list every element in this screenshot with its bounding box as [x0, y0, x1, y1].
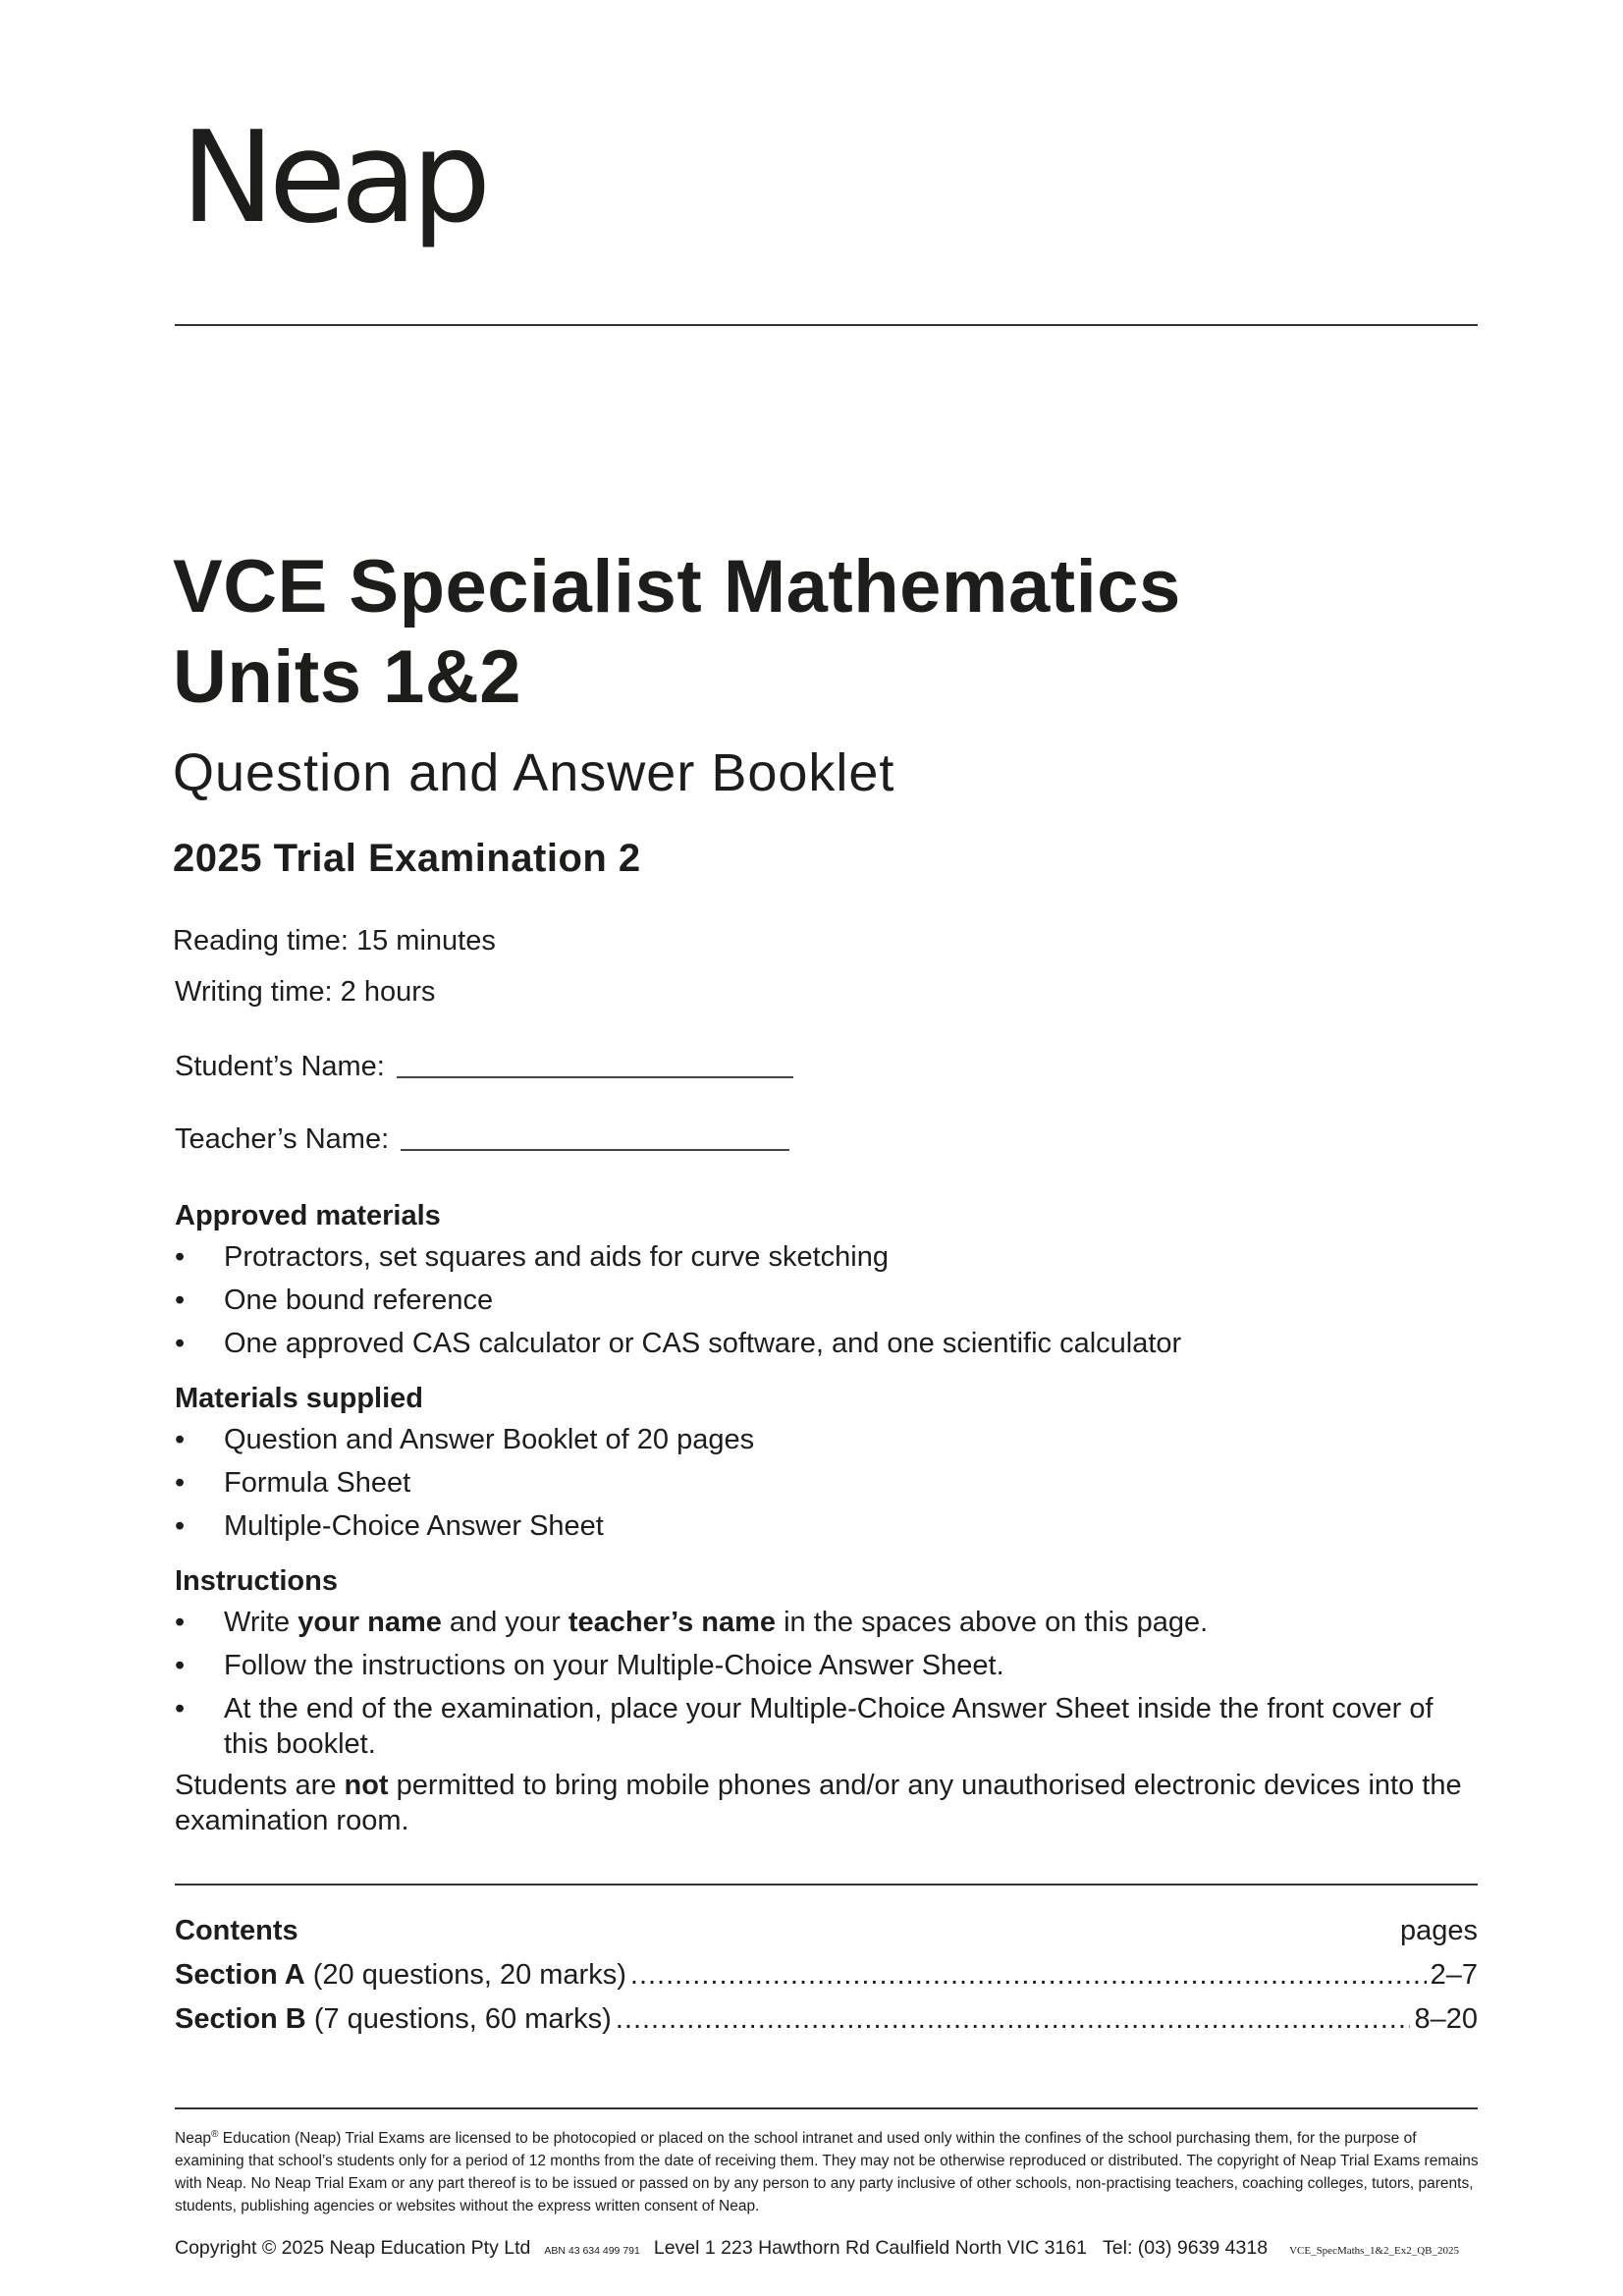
- list-item: • Follow the instructions on your Multiple-Choice Answer Sheet.: [175, 1648, 1481, 1683]
- contents-table: [175, 1913, 1478, 2046]
- text: and your: [441, 1607, 568, 1638]
- document-code: VCE_SpecMaths_1&2_Ex2_QB_2025: [1289, 2245, 1460, 2257]
- text: Write: [224, 1607, 298, 1638]
- registered-mark: ®: [211, 2129, 219, 2140]
- student-name-input[interactable]: [397, 1076, 793, 1078]
- footer-divider: [175, 2107, 1478, 2109]
- instructions-section: [175, 1563, 1481, 1838]
- list-item: [175, 1605, 1481, 1640]
- devices-note: [175, 1768, 1481, 1838]
- exam-name: 2025 Trial Examination 2: [173, 837, 641, 880]
- brand: Neap: [175, 2130, 212, 2148]
- contents-row: [175, 1957, 1478, 1993]
- page-title: [173, 542, 1181, 723]
- pages-label: pages: [1399, 1915, 1478, 1946]
- list-item: • One approved CAS calculator or CAS software, and one scientific calculator: [175, 1326, 1481, 1361]
- contents-heading: Contents: [175, 1915, 298, 1946]
- instructions-list: [175, 1605, 1481, 1762]
- list-item: • Protractors, set squares and aids for curve sketching: [175, 1239, 1481, 1275]
- student-name-label: Student’s Name:: [175, 1051, 385, 1082]
- text: in the spaces above on this page.: [776, 1607, 1209, 1638]
- materials-supplied-heading: Materials supplied: [175, 1383, 424, 1414]
- leader-dots: [630, 1957, 1427, 1993]
- section-pages: 8–20: [1414, 2003, 1478, 2035]
- approved-materials-section: [175, 1198, 1481, 1369]
- emphasis: not: [344, 1770, 389, 1801]
- student-name-field[interactable]: [175, 1049, 793, 1084]
- approved-materials-list: [175, 1239, 1481, 1361]
- contents-header: [175, 1913, 1478, 1948]
- legal-notice: [175, 2123, 1481, 2217]
- legal-text: Education (Neap) Trial Exams are licensed to be photocopied or placed on the school intranet and used only within the confines of the school purchasing them, for the purpose of examining that school’s students only for a period of 12 months from the date of receiving them. They may not be otherwise reproduced or distributed. The copyright of Neap Trial Exams remains with Neap. No Neap Trial Exam or any part thereof is to be issued or passed on by any person to any party inclusive of other schools, non-practising teachers, coaching colleges, tutors, parents, students, publishing agencies or websites without the express written consent of Neap.: [175, 2130, 1479, 2215]
- emphasis: your name: [298, 1607, 442, 1638]
- list-item: • At the end of the examination, place your Multiple-Choice Answer Sheet inside the front cover of this booklet.: [175, 1691, 1481, 1762]
- section-detail: (7 questions, 60 marks): [313, 2003, 612, 2035]
- list-item: • Formula Sheet: [175, 1465, 1481, 1501]
- teacher-name-field[interactable]: [175, 1121, 789, 1157]
- contents-row: [175, 2001, 1478, 2037]
- leader-dots: [616, 2001, 1411, 2037]
- reading-time: Reading time: 15 minutes: [173, 925, 496, 957]
- materials-supplied-list: [175, 1422, 1481, 1544]
- list-item: • Question and Answer Booklet of 20 pages: [175, 1422, 1481, 1457]
- text: Students are: [175, 1770, 345, 1801]
- address: Level 1 223 Hawthorn Rd Caulfield North VIC 3161: [653, 2237, 1088, 2259]
- emphasis: teacher’s name: [568, 1607, 777, 1638]
- title-line-2: Units 1&2: [173, 635, 522, 719]
- header-divider: [175, 324, 1478, 326]
- abn: ABN 43 634 499 791: [544, 2245, 640, 2257]
- section-detail: (20 questions, 20 marks): [312, 1959, 626, 1991]
- instructions-heading: Instructions: [175, 1565, 338, 1597]
- section-name: Section A: [175, 1959, 305, 1991]
- section-pages: 2–7: [1430, 1959, 1478, 1991]
- list-item: • Multiple-Choice Answer Sheet: [175, 1508, 1481, 1544]
- booklet-subtitle: Question and Answer Booklet: [173, 743, 895, 802]
- title-line-1: VCE Specialist Mathematics: [173, 545, 1181, 629]
- phone: Tel: (03) 9639 4318: [1103, 2237, 1269, 2259]
- text: permitted to bring mobile phones and/or any unauthorised electronic devices into the examination room.: [175, 1770, 1462, 1836]
- copyright: Copyright © 2025 Neap Education Pty Ltd: [175, 2237, 531, 2259]
- list-item: • One bound reference: [175, 1283, 1481, 1318]
- approved-materials-heading: Approved materials: [175, 1200, 441, 1231]
- teacher-name-label: Teacher’s Name:: [175, 1123, 390, 1155]
- footer: [175, 2237, 1481, 2260]
- contents-divider: [175, 1884, 1478, 1886]
- teacher-name-input[interactable]: [401, 1149, 789, 1151]
- neap-logo: Neap: [181, 105, 486, 251]
- section-name: Section B: [175, 2003, 306, 2035]
- writing-time: Writing time: 2 hours: [175, 976, 436, 1008]
- materials-supplied-section: [175, 1381, 1481, 1552]
